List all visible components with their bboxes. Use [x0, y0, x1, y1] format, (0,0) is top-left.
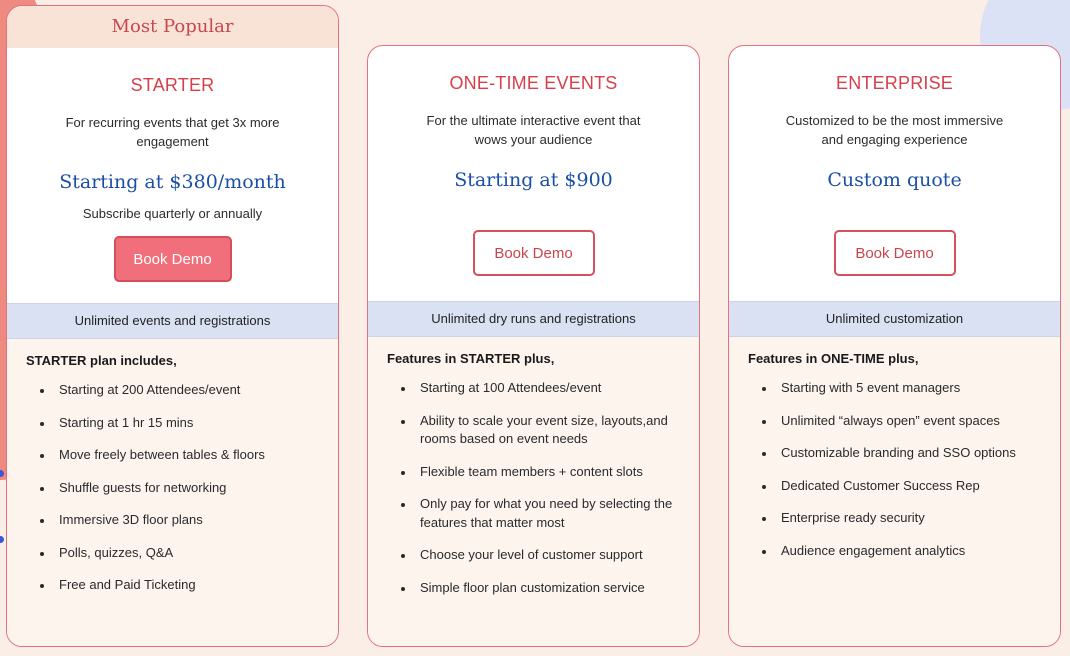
- card-header: [368, 46, 699, 301]
- plan-price: Starting at $900: [454, 169, 613, 191]
- plan-highlight-band: Unlimited dry runs and registrations: [368, 301, 699, 337]
- feature-section: [729, 337, 1060, 647]
- background-dot: [0, 536, 4, 543]
- feature-item: Shuffle guests for networking: [40, 479, 320, 498]
- feature-list-heading: Features in STARTER plus,: [387, 351, 555, 366]
- plan-price: Starting at $380/month: [59, 171, 286, 193]
- feature-list: [387, 379, 681, 597]
- billing-note: Subscribe quarterly or annually: [82, 206, 263, 221]
- pricing-card-starter: [6, 5, 339, 647]
- plan-description: For the ultimate interactive event that wows your audience: [426, 113, 641, 147]
- feature-item: Simple floor plan customization service: [401, 579, 681, 598]
- plan-name: ENTERPRISE: [835, 73, 954, 93]
- feature-item: Flexible team members + content slots: [401, 463, 681, 482]
- book-demo-button[interactable]: Book Demo: [114, 236, 232, 282]
- feature-item: Ability to scale your event size, layouts,and rooms based on event needs: [401, 412, 681, 449]
- most-popular-badge: Most Popular: [7, 6, 338, 48]
- feature-list-heading: STARTER plan includes,: [26, 353, 177, 368]
- feature-item: Customizable branding and SSO options: [762, 444, 1042, 463]
- book-demo-button[interactable]: Book Demo: [834, 230, 956, 276]
- plan-description: For recurring events that get 3x more engagement: [65, 115, 280, 149]
- feature-item: Free and Paid Ticketing: [40, 576, 320, 595]
- pricing-card-enterprise: [728, 45, 1061, 647]
- plan-name: STARTER: [130, 75, 215, 95]
- feature-item: Starting at 100 Attendees/event: [401, 379, 681, 398]
- feature-item: Starting at 200 Attendees/event: [40, 381, 320, 400]
- feature-list: [748, 379, 1042, 560]
- feature-list-heading: Features in ONE-TIME plus,: [748, 351, 919, 366]
- feature-item: Dedicated Customer Success Rep: [762, 477, 1042, 496]
- plan-price: Custom quote: [827, 169, 962, 191]
- feature-item: Audience engagement analytics: [762, 542, 1042, 561]
- feature-item: Unlimited “always open” event spaces: [762, 412, 1042, 431]
- feature-item: Enterprise ready security: [762, 509, 1042, 528]
- feature-item: Only pay for what you need by selecting the features that matter most: [401, 495, 681, 532]
- feature-section: [7, 339, 338, 647]
- feature-item: Polls, quizzes, Q&A: [40, 544, 320, 563]
- feature-item: Starting at 1 hr 15 mins: [40, 414, 320, 433]
- feature-item: Move freely between tables & floors: [40, 446, 320, 465]
- plan-highlight-band: Unlimited customization: [729, 301, 1060, 337]
- plan-description: Customized to be the most immersive and engaging experience: [785, 113, 1004, 147]
- pricing-card-one-time-events: [367, 45, 700, 647]
- card-header: [729, 46, 1060, 301]
- book-demo-button[interactable]: Book Demo: [473, 230, 595, 276]
- plan-highlight-band: Unlimited events and registrations: [7, 303, 338, 339]
- card-header: [7, 48, 338, 303]
- feature-item: Starting with 5 event managers: [762, 379, 1042, 398]
- feature-section: [368, 337, 699, 647]
- feature-list: [26, 381, 320, 595]
- feature-item: Choose your level of customer support: [401, 546, 681, 565]
- plan-name: ONE-TIME EVENTS: [449, 73, 618, 93]
- feature-item: Immersive 3D floor plans: [40, 511, 320, 530]
